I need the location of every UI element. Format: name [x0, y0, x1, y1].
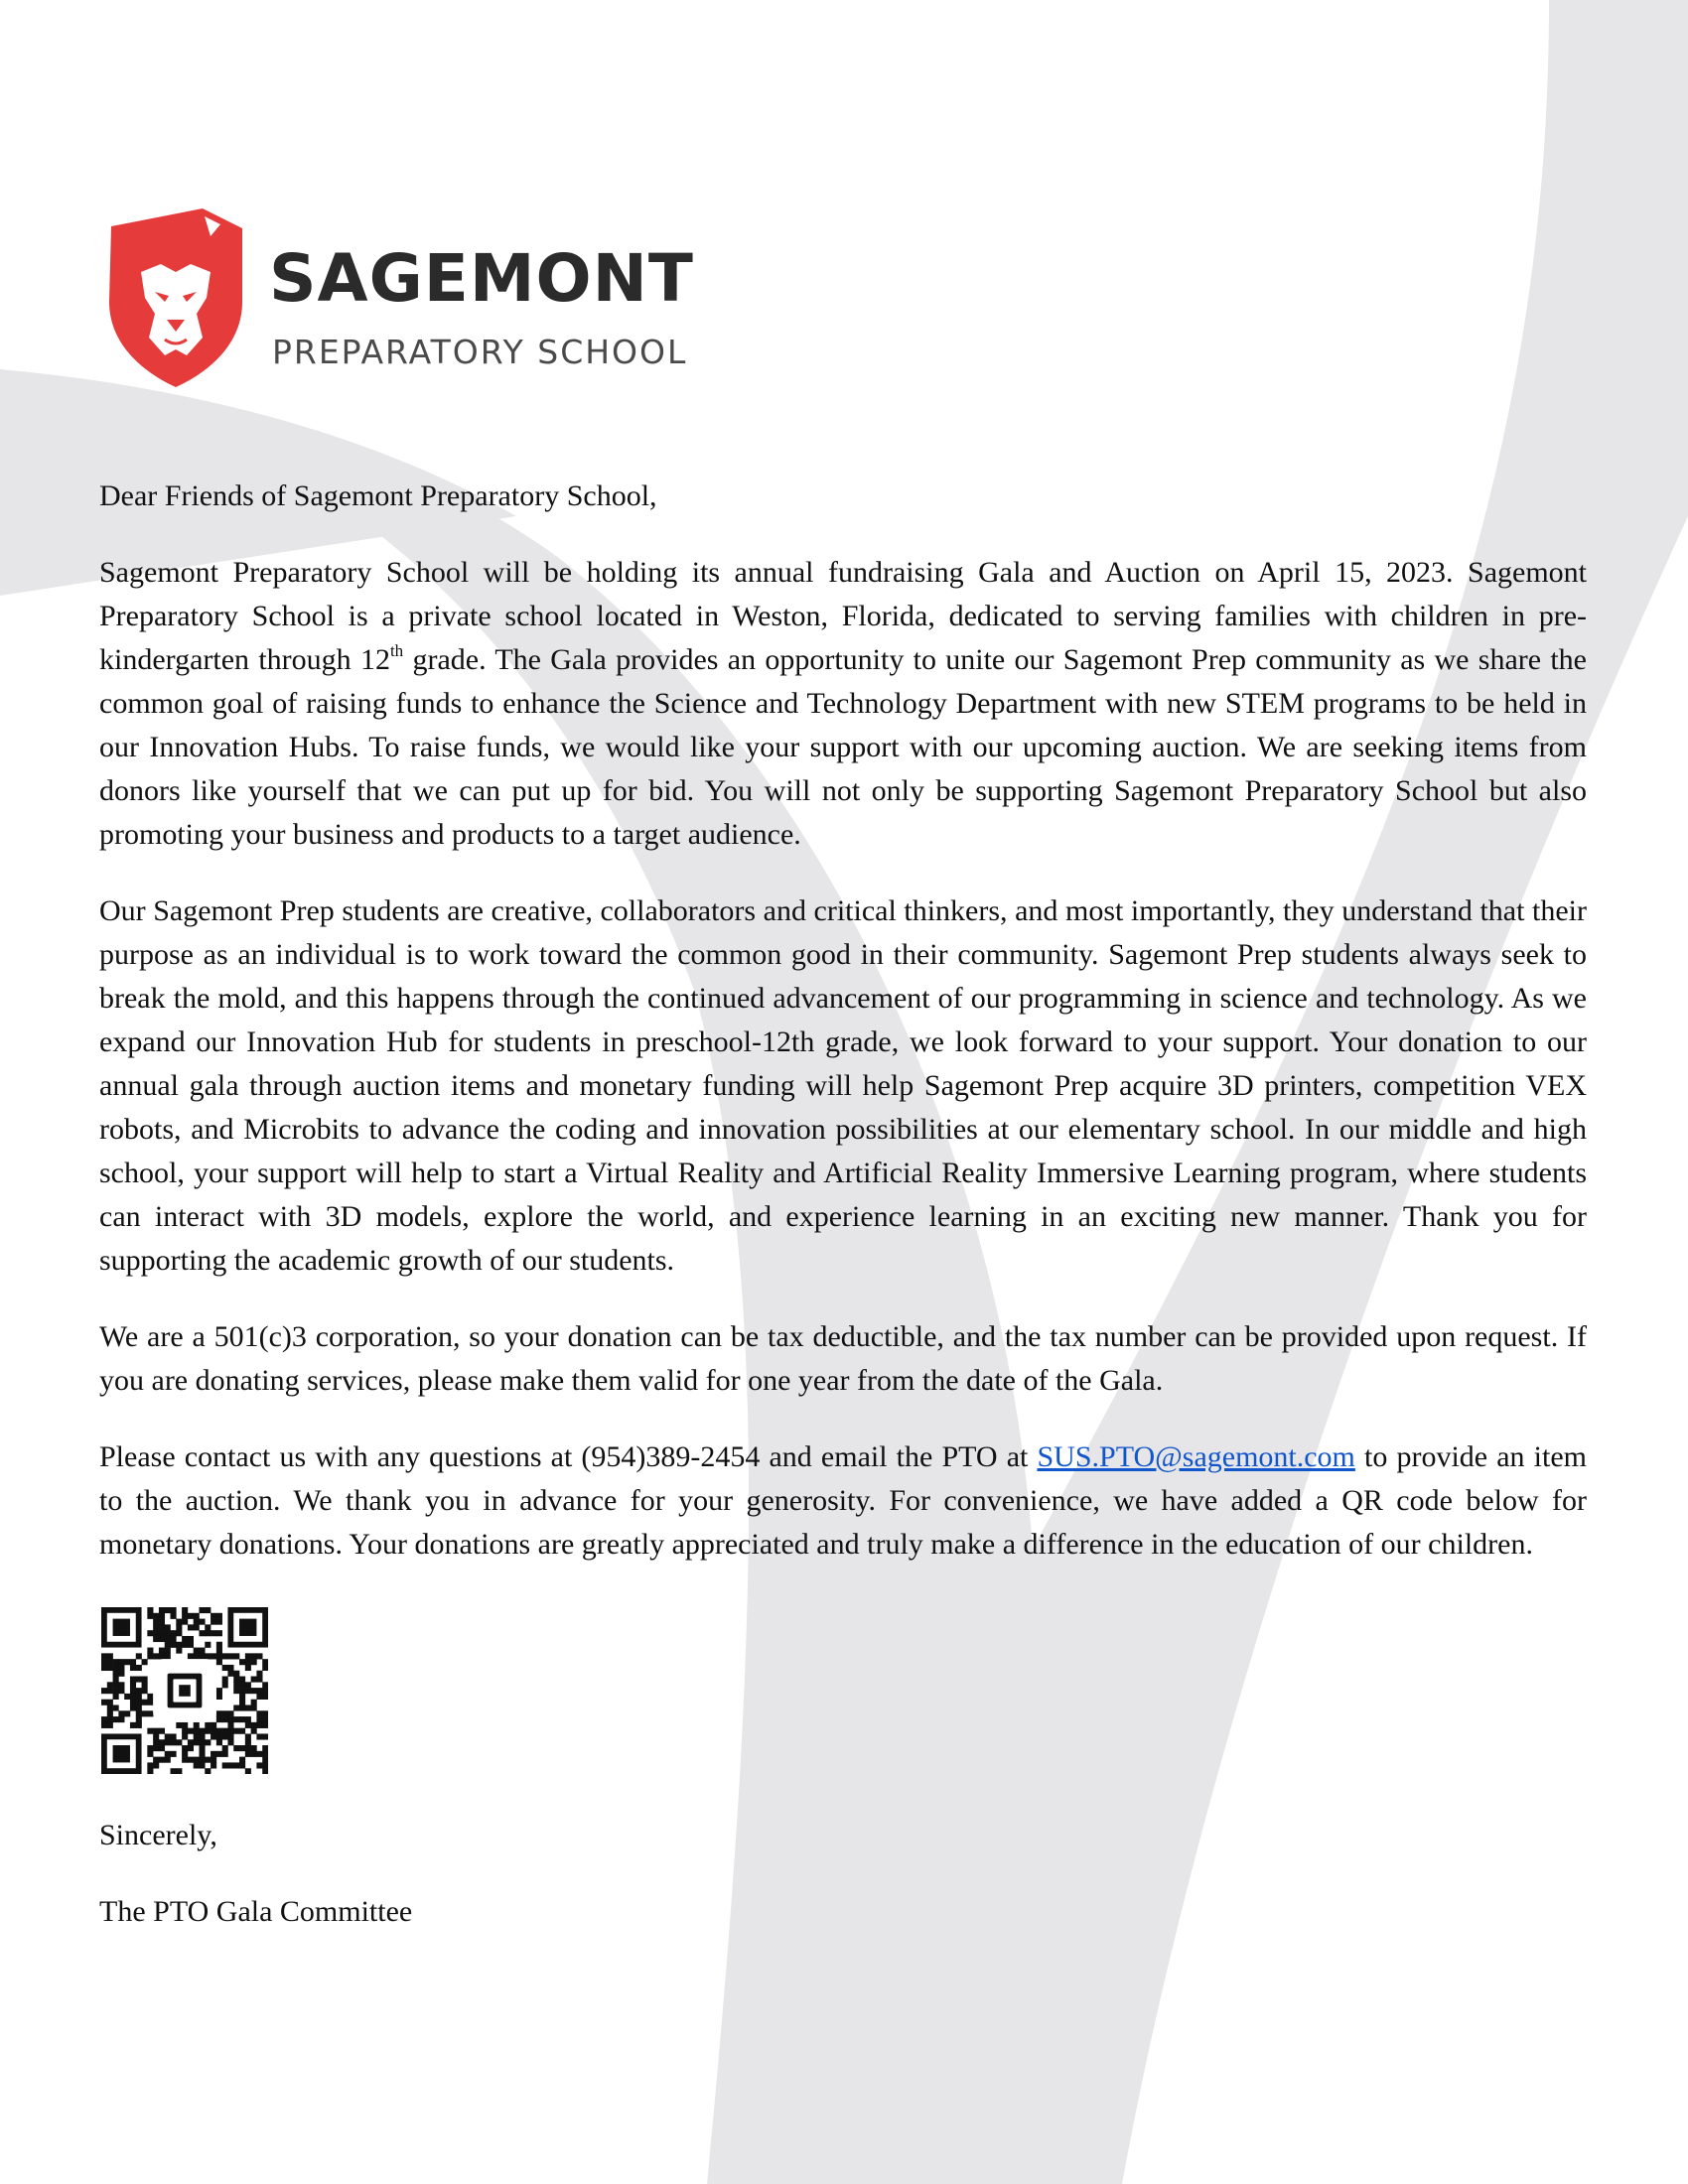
ordinal-superscript: th	[389, 641, 404, 660]
contact-text-2: to provide an item to the auction. We thank you in advance for your generosity. For convenience, we have added a QR code below for monetary donations. Your donations are greatly appreciated and truly make a difference in the education of our children.	[99, 1440, 1587, 1561]
signature: The PTO Gala Committee	[99, 1895, 413, 1928]
paragraph-contact	[99, 1435, 1587, 1567]
gala-intro-text-2: grade. The Gala provides an opportunity to unite our Sagemont Prep community as we share the common goal of raising funds to enhance the Science and Technology Department with new STEM programs to be held in our Innovation Hubs. To raise funds, we would like your support with our upcoming auction. We are seeking items from donors like yourself that we can put up for bid. You will not only be supporting Sagemont Preparatory School but also promoting your business and products to a target audience.	[99, 643, 1587, 851]
lion-shield-icon	[103, 206, 248, 389]
paragraph-gala-intro	[99, 551, 1587, 857]
logo-school-subtitle: PREPARATORY SCHOOL	[272, 333, 688, 371]
pto-email-link[interactable]: SUS.PTO@sagemont.com	[1037, 1440, 1355, 1473]
paragraph-tax-info: We are a 501(c)3 corporation, so your donation can be tax deductible, and the tax number can be provided upon request. If you are donating services, please make them valid for one year from the date of the Gala.	[99, 1320, 1587, 1397]
gala-intro-text-1: Sagemont Preparatory School will be holding its annual fundraising Gala and Auction on April 15, 2023. Sagemont Preparatory School is a private school located in Weston, Florida, dedicated to serving families with children in pre-kindergarten through 12	[99, 556, 1587, 676]
letter-body	[99, 475, 1587, 1967]
paragraph-students: Our Sagemont Prep students are creative, collaborators and critical thinkers, and most importantly, they understand that their purpose as an individual is to work toward the common good in their community. Sagemont Prep students always seek to break the mold, and this happens through the continued advancement of our programming in science and technology. As we expand our Innovation Hub for students in preschool-12th grade, we look forward to your support. Your donation to our annual gala through auction items and monetary funding will help Sagemont Prep acquire 3D printers, competition VEX robots, and Microbits to advance the coding and innovation possibilities at our elementary school. In our middle and high school, your support will help to start a Virtual Reality and Artificial Reality Immersive Learning program, where students can interact with 3D models, explore the world, and experience learning in an exciting new manner. Thank you for supporting the academic growth of our students.	[99, 894, 1587, 1277]
donation-qr-code[interactable]	[101, 1607, 268, 1774]
logo-school-name: SAGEMONT	[269, 240, 694, 317]
school-logo	[103, 206, 699, 395]
contact-text-1: Please contact us with any questions at (954)389-2454 and email the PTO at	[99, 1440, 1038, 1473]
salutation: Dear Friends of Sagemont Preparatory School,	[99, 479, 657, 512]
closing: Sincerely,	[99, 1819, 217, 1851]
